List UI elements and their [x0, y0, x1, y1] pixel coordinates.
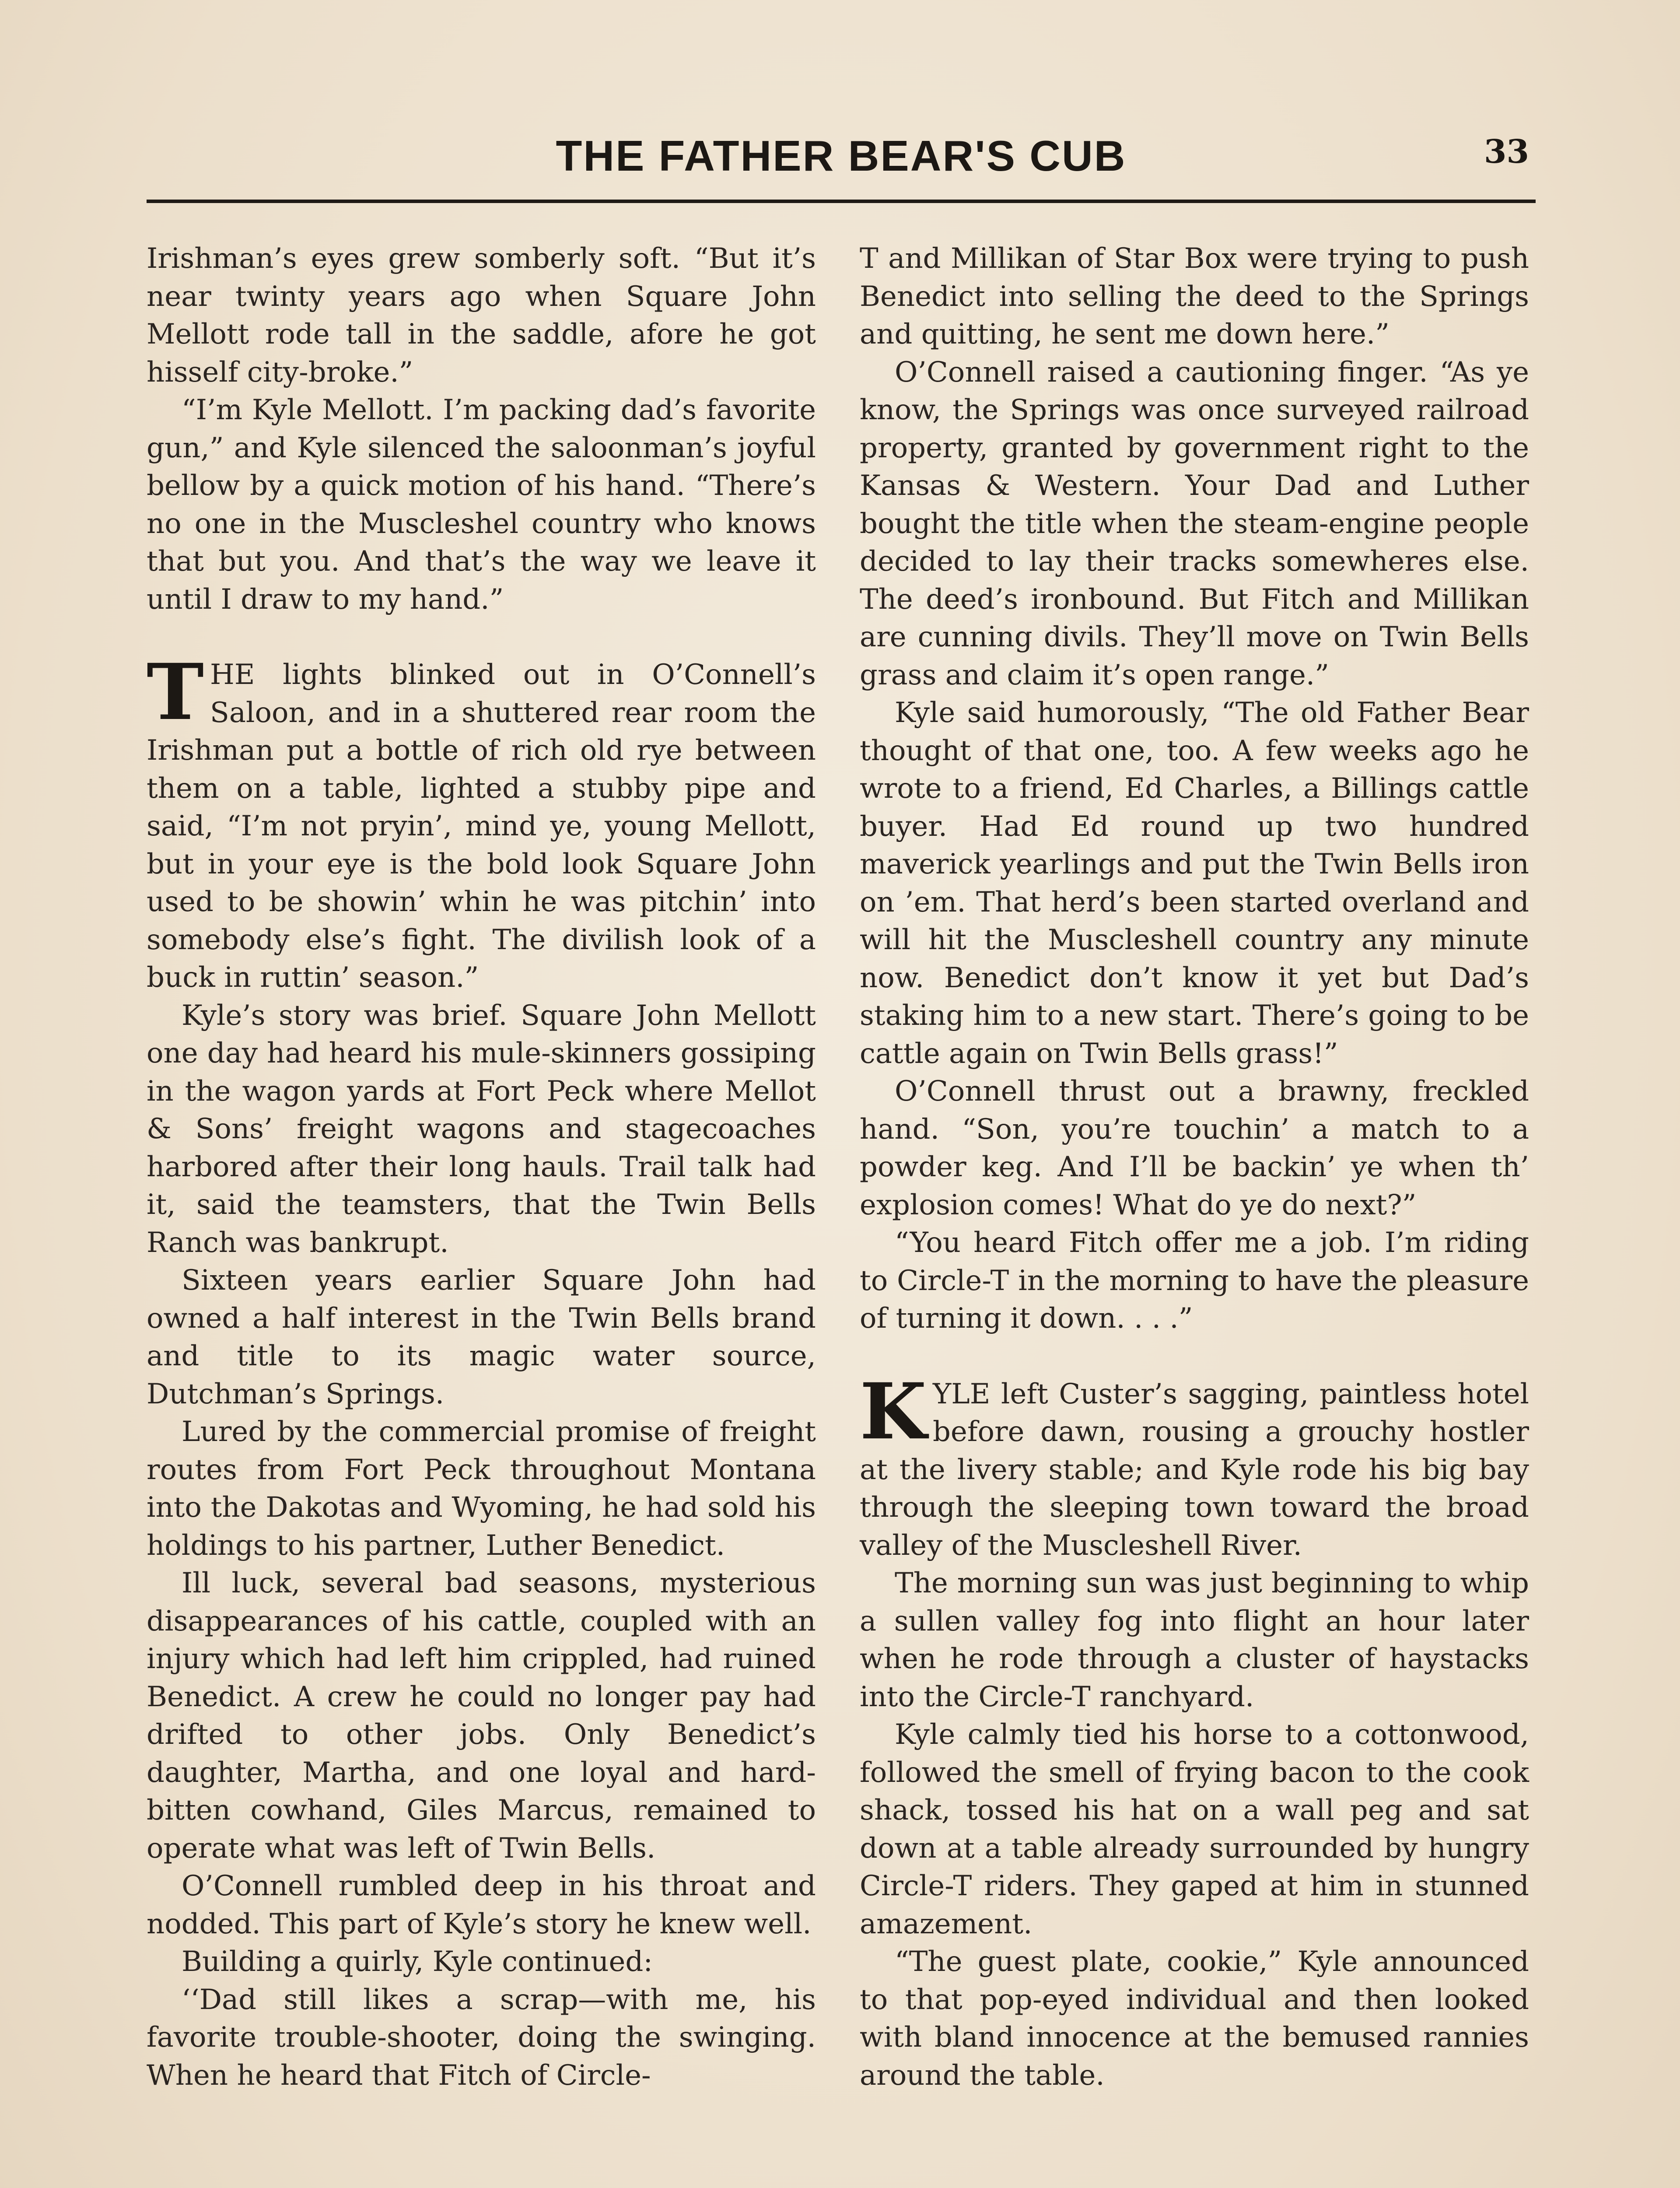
paragraph: O’Connell thrust out a brawny, freckled hand. “Son, you’re touchin’ a match to a powder keg. And I’ll be backin’ ye when th’ explosion comes! What do ye do next?”	[860, 1075, 1529, 1221]
running-header	[147, 131, 1536, 197]
paragraph: Irishman’s eyes grew somberly soft. “But it’s near twinty years ago when Square John Mellott rode tall in the saddle, afore he got hisself city-broke.”	[147, 242, 816, 389]
running-title: THE FATHER BEAR'S CUB	[556, 132, 1127, 180]
left-column	[147, 240, 816, 2094]
paragraph: Lured by the commercial promise of freight routes from Fort Peck throughout Montana into the Dakotas and Wyoming, he had sold his holdings to his partner, Luther Benedict.	[147, 1416, 816, 1562]
paragraph-with-drop-cap	[860, 1366, 1529, 1565]
header-rule	[147, 200, 1536, 203]
right-column	[860, 240, 1529, 2094]
paragraph: “You heard Fitch offer me a job. I’m riding to Circle-T in the morning to have the pleasure of turning it down. . . .”	[860, 1227, 1529, 1335]
paragraph: T and Millikan of Star Box were trying to push Benedict into selling the deed to the Springs and quitting, he sent me down here.”	[860, 242, 1529, 351]
drop-cap: K	[860, 1366, 927, 1457]
paragraph-text: HE lights blinked out in O’Connell’s Saloon, and in a shuttered rear room the Irishman put a bottle of rich old rye between them on a table, lighted a stubby pipe and said, “I’m not pryin’, mind ye, young Mellott, but in your eye is the bold look Square John used to be showin’ whin he was pitchin’ into somebody else’s fight. The divilish look of a buck in ruttin’ season.”	[147, 659, 816, 994]
paragraph: Building a quirly, Kyle continued:	[182, 1946, 653, 1978]
paragraph: O’Connell raised a cautioning finger. “As ye know, the Springs was once surveyed railroad property, granted by government right to the Kansas & Western. Your Dad and Luther bought the title when the steam-engine people decided to lay their tracks somewheres else. The deed’s ironbound. But Fitch and Millikan are cunning divils. They’ll move on Twin Bells grass and claim it’s open range.”	[860, 356, 1529, 691]
paragraph: The morning sun was just beginning to whip a sullen valley fog into flight an hour later when he rode through a cluster of haystacks into the Circle-T ranchyard.	[860, 1567, 1529, 1713]
paragraph: Kyle said humorously, “The old Father Bear thought of that one, too. A few weeks ago he wrote to a friend, Ed Charles, a Billings cattle buyer. Had Ed round up two hundred maverick yearlings and put the Twin Bells iron on ’em. That herd’s been started overland and will hit the Muscleshell country any minute now. Benedict don’t know it yet but Dad’s staking him to a new start. There’s going to be cattle again on Twin Bells grass!”	[860, 697, 1529, 1070]
page-number: 33	[1484, 133, 1529, 171]
paragraph-with-drop-cap	[147, 647, 816, 997]
paragraph: Kyle calmly tied his horse to a cottonwood, followed the smell of frying bacon to the cook shack, tossed his hat on a wall peg and sat down at a table already surrounded by hungry Circle-T riders. They gaped at him in stunned amazement.	[860, 1718, 1529, 1940]
section-break	[860, 1338, 1529, 1375]
paragraph: ‘‘Dad still likes a scrap—with me, his favorite trouble-shooter, doing the swinging. When he heard that Fitch of Circle-	[147, 1983, 816, 2092]
drop-cap: T	[147, 647, 204, 737]
paragraph: “I’m Kyle Mellott. I’m packing dad’s favorite gun,” and Kyle silenced the saloonman’s joyful bellow by a quick motion of his hand. “There’s no one in the Muscleshel country who knows that but you. And that’s the way we leave it until I draw to my hand.”	[147, 394, 816, 616]
paragraph: Sixteen years earlier Square John had owned a half interest in the Twin Bells brand and title to its magic water source, Dutchman’s Springs.	[147, 1264, 816, 1410]
paragraph: O’Connell rumbled deep in his throat and nodded. This part of Kyle’s story he knew well.	[147, 1870, 816, 1940]
paragraph: Ill luck, several bad seasons, mysterious disappearances of his cattle, coupled with an injury which had left him crippled, had ruined Benedict. A crew he could no longer pay had drifted to other jobs. Only Benedict’s daughter, Martha, and one loyal and hard-bitten cowhand, Giles Marcus, remained to operate what was left of Twin Bells.	[147, 1567, 816, 1865]
paragraph-text: YLE left Custer’s sagging, paintless hotel before dawn, rousing a grouchy hostler at the livery stable; and Kyle rode his big bay through the sleeping town toward the broad valley of the Muscleshell River.	[860, 1378, 1529, 1562]
paragraph: “The guest plate, cookie,” Kyle announced to that pop-eyed individual and then looked with bland innocence at the bemused rannies around the table.	[860, 1946, 1529, 2092]
section-break	[147, 618, 816, 656]
paragraph: Kyle’s story was brief. Square John Mellott one day had heard his mule-skinners gossiping in the wagon yards at Fort Peck where Mellot & Sons’ freight wagons and stagecoaches harbored after their long hauls. Trail talk had it, said the teamsters, that the Twin Bells Ranch was bankrupt.	[147, 999, 816, 1259]
